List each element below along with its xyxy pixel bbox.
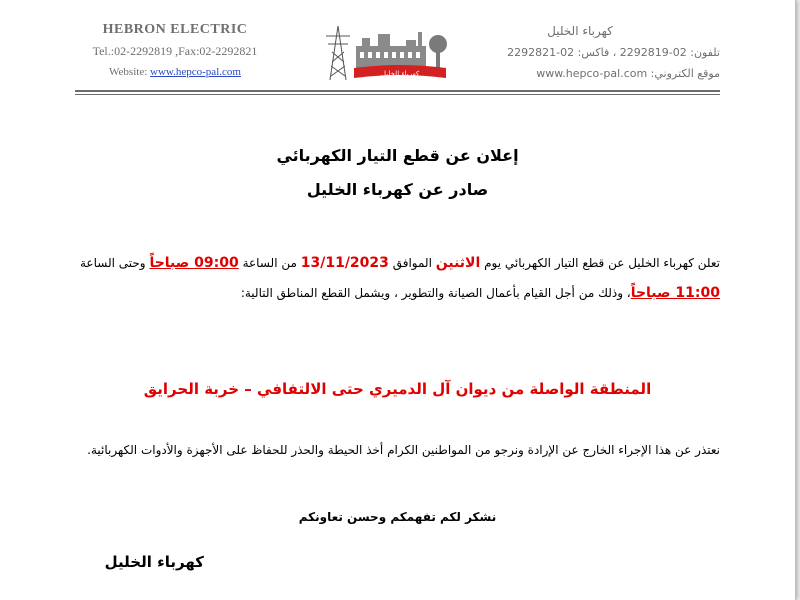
announcement-paragraph <box>80 248 720 308</box>
p1-text-2: الموافق <box>392 256 432 270</box>
outage-start-time: 09:00 صباحاً <box>149 255 239 271</box>
p1-text-4: وحتى الساعة <box>80 256 146 270</box>
notice-title: إعلان عن قطع التيار الكهربائي <box>276 146 519 165</box>
logo-text: كهرباء الخليل <box>380 70 420 78</box>
signature: كهرباء الخليل <box>104 553 204 571</box>
affected-area: المنطقة الواصلة من ديوان آل الدميري حتى الالتفافي – خربة الحرايق <box>143 380 652 398</box>
thanks-line: نشكر لكم تفهمكم وحسن تعاونكم <box>298 510 497 524</box>
p1-text-3: من الساعة <box>242 256 297 270</box>
letterhead-arabic <box>490 24 720 80</box>
company-name-en: HEBRON ELECTRIC <box>102 22 248 37</box>
company-name-ar: كهرباء الخليل <box>547 24 613 38</box>
website-line-en <box>70 66 280 78</box>
outage-date: 13/11/2023 <box>300 255 389 271</box>
letterhead-divider <box>75 90 720 95</box>
outage-end-time: 11:00 صباحاً <box>630 285 720 301</box>
company-logo <box>320 22 460 88</box>
letterhead-english <box>70 22 280 78</box>
apology-paragraph: نعتذر عن هذا الإجراء الخارج عن الإرادة ونرجو من المواطنين الكرام أخذ الحيطة والحذر للحفاظ على الأجهزة والأدوات الكهربائية. <box>87 443 720 457</box>
p1-text-1: تعلن كهرباء الخليل عن قطع التيار الكهربائي يوم <box>484 256 720 270</box>
p1-text-5: ، وذلك من أجل القيام بأعمال الصيانة والتطوير ، ويشمل القطع المناطق التالية: <box>240 286 631 300</box>
tel-fax-ar: تلفون: 02-2292819 ، فاكس: 02-2292821 <box>507 46 720 59</box>
outage-day: الاثنين <box>435 255 481 271</box>
website-label-en: Website: <box>109 66 148 78</box>
notice-subtitle: صادر عن كهرباء الخليل <box>306 180 489 199</box>
website-line-ar: موقع الكتروني: www.hepco-pal.com <box>536 67 720 80</box>
website-link-en[interactable]: www.hepco-pal.com <box>150 66 241 78</box>
tel-fax-en: Tel.:02-2292819 ,Fax:02-2292821 <box>92 44 258 58</box>
